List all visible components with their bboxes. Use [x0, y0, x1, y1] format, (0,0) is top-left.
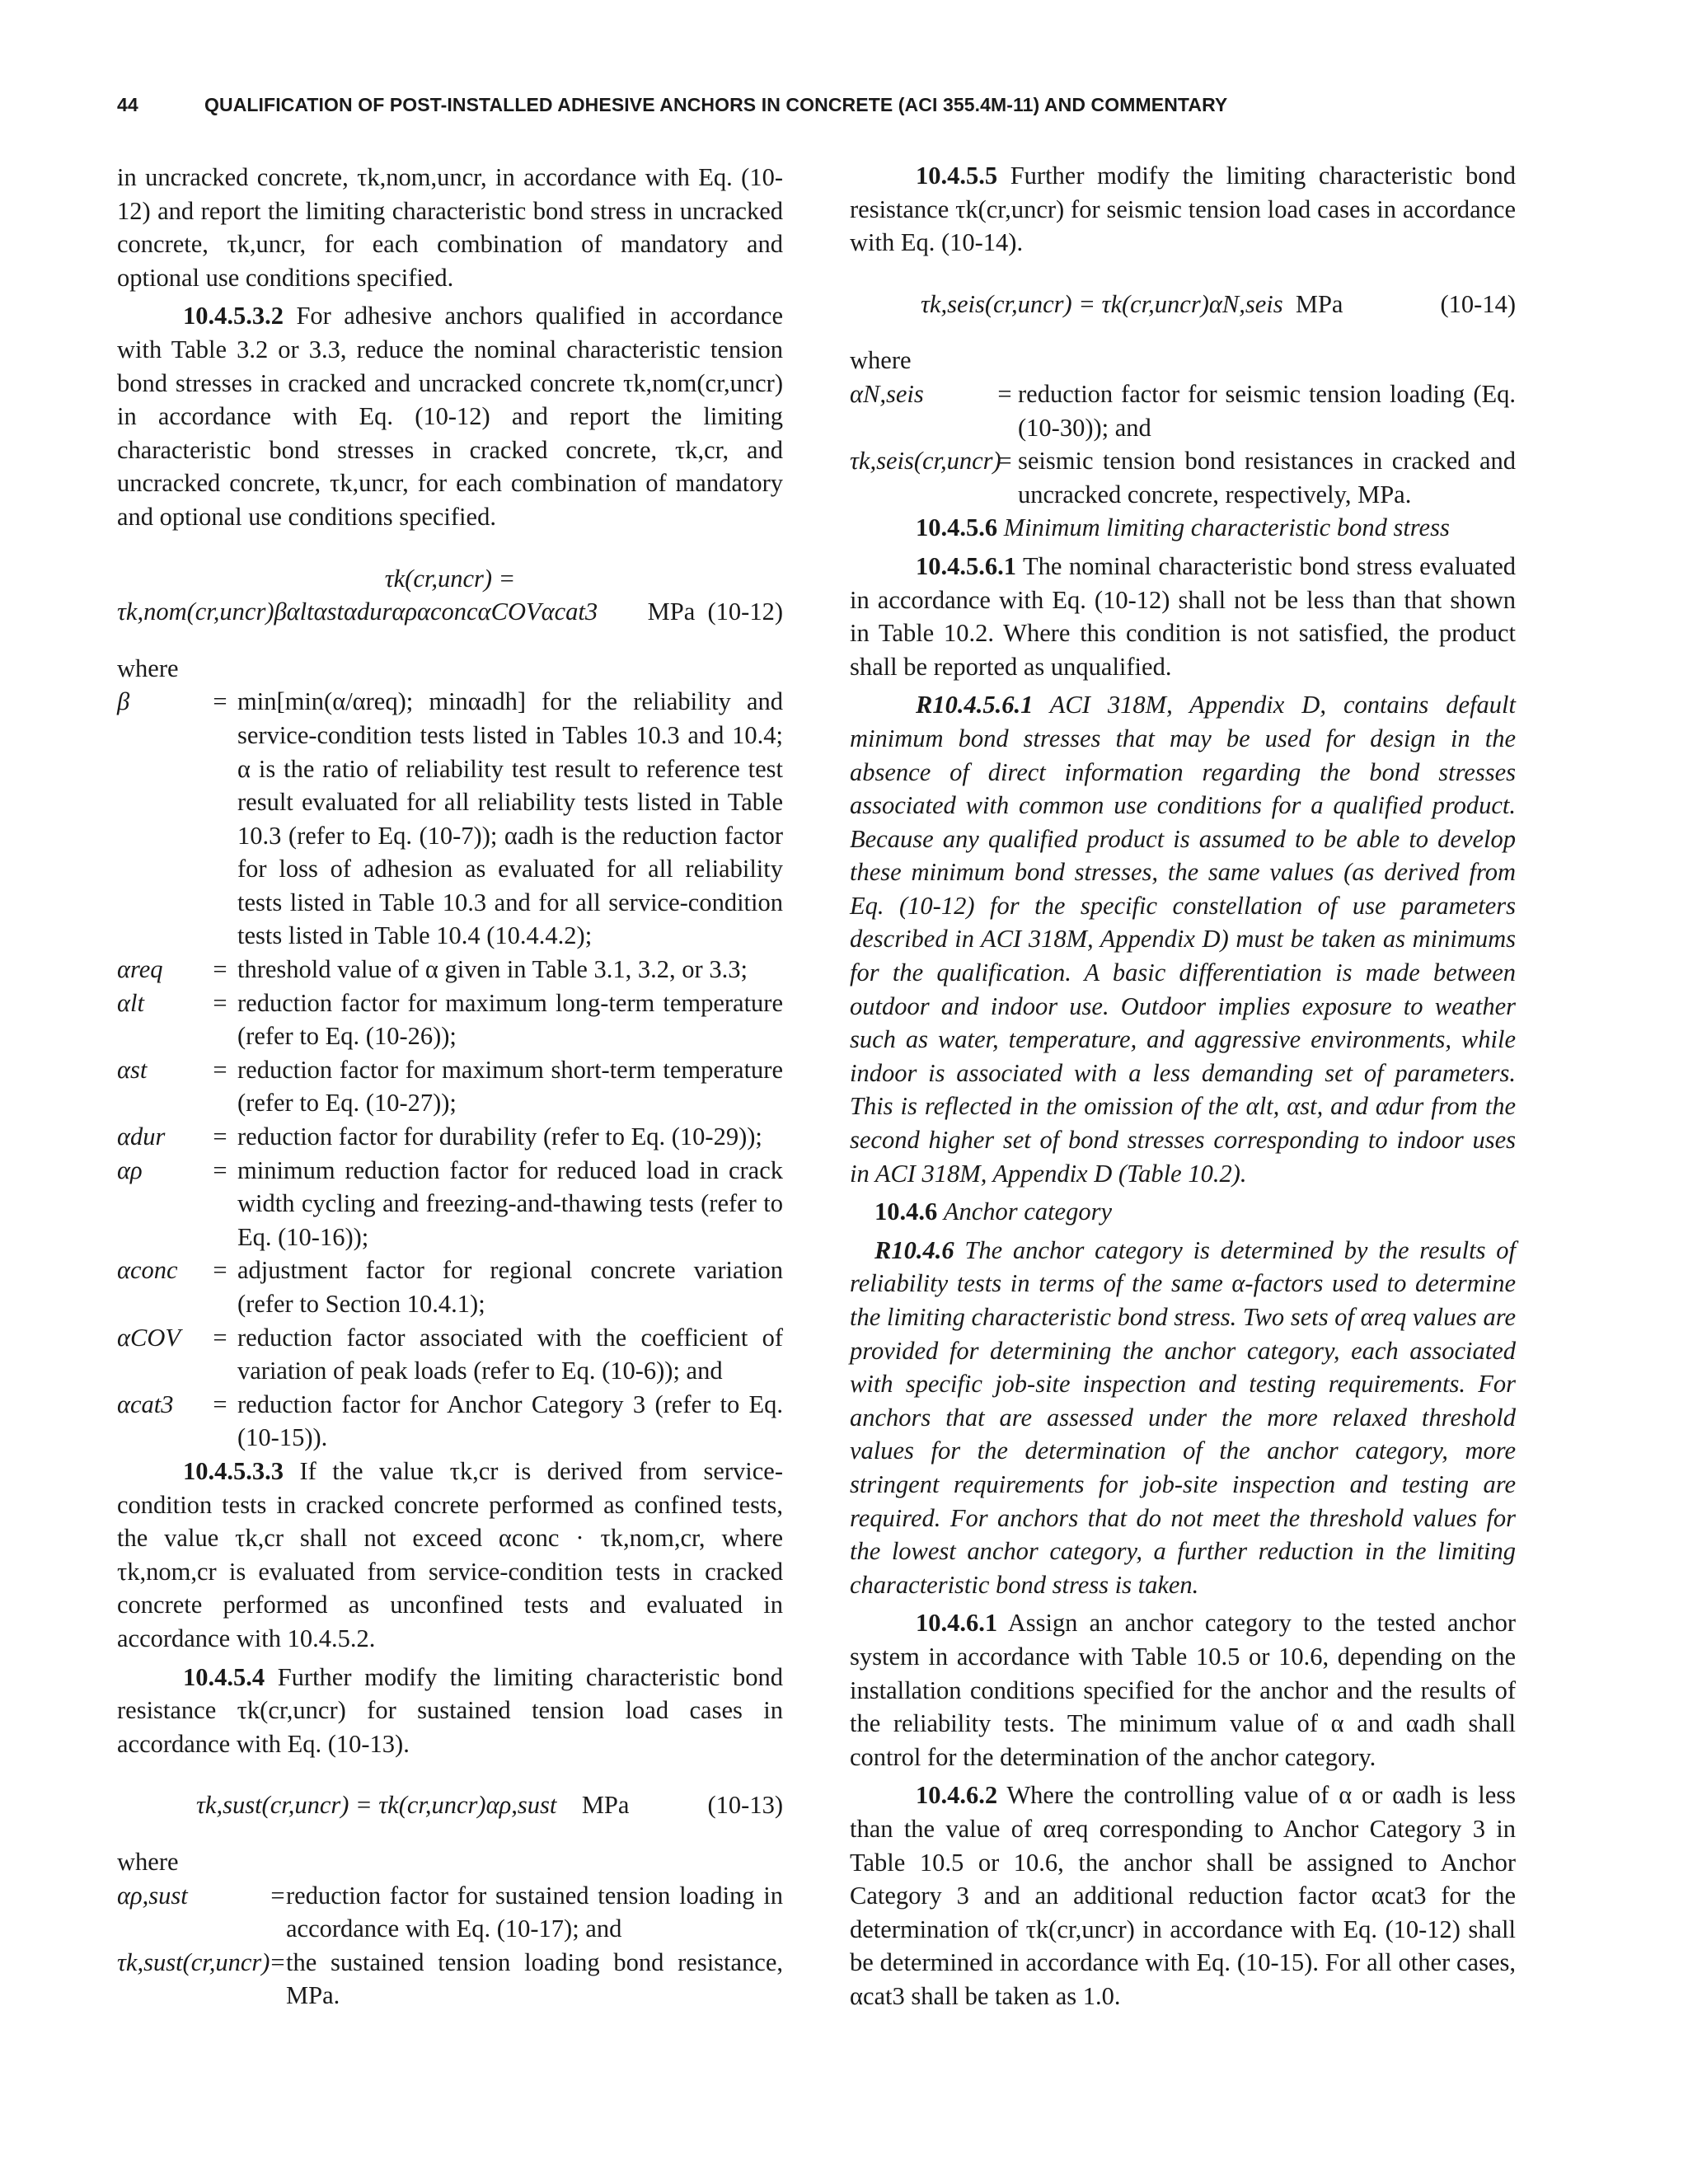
paragraph-10-4-6-2 — [850, 1779, 1516, 2013]
equation-expression: τk,nom(cr,uncr)βαltαstαdurαραconcαCOVαcat3 — [117, 598, 598, 626]
equation-expression: τk,seis(cr,uncr) = τk(cr,uncr)αN,seis — [921, 289, 1283, 318]
section-number: 10.4.5.5 — [916, 162, 998, 190]
equation-number: (10-14) — [1440, 289, 1516, 318]
definition-symbol: αρ,sust — [117, 1881, 188, 1910]
equation-10-12-lhs: τk(cr,uncr) = — [384, 564, 516, 593]
paragraph-10-4-5-5 — [850, 159, 1516, 260]
definition-symbol: τk,sust(cr,uncr) — [117, 1947, 270, 1976]
section-number: 10.4.6.2 — [916, 1781, 998, 1810]
right-column — [850, 159, 1516, 2018]
definition-text: min[min(α/αreq); minαadh] for the reliability and service-condition tests listed in Tables 10.3 and 10.4; α is the ratio of reliability test result to reference test result evaluated for all reliability tests listed in Table 10.3 (refer to Eq. (10-7)); αadh is the reduction factor for loss of adhesion as evaluated for all reliability tests listed in Table 10.3 and for all service-condition tests listed in Table 10.4 (10.4.4.2); — [237, 687, 783, 950]
paragraph-text: The nominal characteristic bond stress evaluated in accordance with Eq. (10-12) shall not be less than that shown in Table 10.2. Where this condition is not satisfied, the product shall be reported as unqualified. — [850, 551, 1516, 681]
definition-list — [117, 685, 783, 1455]
equation-number: (10-12) — [707, 598, 783, 626]
section-number: 10.4.5.4 — [183, 1662, 265, 1691]
definition-equals: = — [997, 447, 1012, 476]
definition-row — [117, 1154, 783, 1254]
definition-row — [850, 444, 1516, 511]
definition-equals: = — [213, 988, 227, 1017]
definition-text: threshold value of α given in Table 3.1, 3.2, or 3.3; — [237, 955, 748, 984]
section-number: 10.4.6 — [874, 1197, 938, 1226]
definition-equals: = — [213, 955, 227, 984]
definition-row — [117, 685, 783, 953]
where-label: where — [850, 346, 912, 375]
definition-text: reduction factor for sustained tension loading in accordance with Eq. (10-17); and — [286, 1881, 783, 1943]
equation-number: (10-13) — [707, 1791, 783, 1820]
definition-row — [117, 1321, 783, 1388]
definition-row — [117, 1254, 783, 1320]
paragraph-text: If the value τk,cr is derived from service-condition tests in cracked concrete performed as confined tests, the value τk,cr shall not exceed αconc · τk,nom,cr, where τk,nom,cr is evaluated from service-condition tests in cracked concrete performed as unconfined tests and evaluated in accordance with 10.4.5.2. — [117, 1456, 783, 1652]
definition-list — [117, 1879, 783, 2013]
definition-symbol: αconc — [117, 1256, 178, 1285]
section-title: Minimum limiting characteristic bond stress — [1003, 513, 1450, 542]
equation-expression: τk,sust(cr,uncr) = τk(cr,uncr)αρ,sust — [196, 1791, 557, 1820]
definition-equals: = — [213, 1055, 227, 1084]
definition-symbol: αdur — [117, 1122, 166, 1151]
paragraph-10-4-5-6-1 — [850, 550, 1516, 683]
paragraph-10-4-5-4 — [117, 1661, 783, 1761]
paragraph-text: For adhesive anchors qualified in accordance with Table 3.2 or 3.3, reduce the nominal characteristic tension bond stresses in cracked and uncracked concrete τk,nom(cr,uncr) in accordance with Eq. (10-12) and report the limiting characteristic bond stresses in cracked concrete, τk,cr, and uncracked concrete, τk,uncr, for each combination of mandatory and optional use conditions specified. — [117, 302, 783, 531]
definition-text: reduction factor for maximum long-term temperature (refer to Eq. (10-26)); — [237, 988, 783, 1051]
definition-text: reduction factor for Anchor Category 3 (refer to Eq. (10-15)). — [237, 1390, 783, 1452]
commentary-r10-4-6 — [850, 1234, 1516, 1602]
definition-equals: = — [997, 379, 1012, 408]
section-number: 10.4.5.6 — [916, 513, 998, 542]
definition-symbol: β — [117, 687, 130, 716]
equation-unit: MPa — [1295, 289, 1343, 318]
equation-unit: MPa — [581, 1791, 630, 1820]
commentary-text: ACI 318M, Appendix D, contains default minimum bond stresses that may be used for design in the absence of direct information regarding the bond stresses associated with common use conditions for a qualified product. Because any qualified product is assumed to be able to develop these minimum bond stresses, the same values (as derived from Eq. (10-12) for the specific constellation of use parameters described in ACI 318M, Appendix D) must be taken as minimums for the qualification. A basic differentiation is made between outdoor and indoor use. Outdoor implies exposure to weather such as water, temperature, and aggressive environments, while indoor is associated with a less demanding set of parameters. This is reflected in the omission of the αlt, αst, and αdur from the second higher set of bond stresses corresponding to indoor uses in ACI 318M, Appendix D (Table 10.2). — [850, 691, 1516, 1188]
section-number: 10.4.5.6.1 — [916, 551, 1016, 580]
paragraph-uncracked: in uncracked concrete, τk,nom,uncr, in accordance with Eq. (10-12) and report the limiting characteristic bond stress in uncracked concrete, τk,uncr, for each combination of mandatory and optional use conditions specified. — [117, 163, 783, 292]
definition-text: minimum reduction factor for reduced load in crack width cycling and freezing-and-thawing tests (refer to Eq. (10-16)); — [237, 1155, 783, 1251]
definition-text: reduction factor for durability (refer to Eq. (10-29)); — [237, 1122, 762, 1151]
definition-symbol: αCOV — [117, 1323, 181, 1352]
paragraph-10-4-6-1 — [850, 1606, 1516, 1774]
equation-10-13 — [117, 1788, 783, 1822]
definition-row — [117, 1946, 783, 2013]
definition-symbol: αN,seis — [850, 379, 924, 408]
equation-10-12 — [117, 595, 783, 629]
paragraph-10-4-5-3-2 — [117, 299, 783, 533]
definition-equals: = — [213, 1122, 227, 1151]
definition-symbol: αst — [117, 1055, 148, 1084]
heading-10-4-5-6 — [850, 511, 1516, 545]
definition-text: reduction factor for seismic tension loading (Eq. (10-30)); and — [1018, 379, 1516, 442]
definition-symbol: αρ — [117, 1155, 143, 1184]
definition-row — [850, 377, 1516, 444]
equation-10-14 — [850, 288, 1516, 321]
definition-row — [117, 987, 783, 1053]
definition-symbol: αcat3 — [117, 1390, 174, 1418]
page-number: 44 — [117, 94, 138, 115]
definition-text: seismic tension bond resistances in cracked and uncracked concrete, respectively, MPa. — [1018, 447, 1516, 509]
definition-symbol: αreq — [117, 955, 163, 984]
definition-equals: = — [213, 1155, 227, 1184]
paragraph-10-4-5-3-3 — [117, 1455, 783, 1656]
paragraph-text: Further modify the limiting characteristic bond resistance τk(cr,uncr) for sustained tension load cases in accordance with Eq. (10-13). — [117, 1662, 783, 1758]
running-header — [117, 94, 1518, 116]
definition-equals: = — [213, 687, 227, 716]
definition-row — [117, 1120, 783, 1154]
where-label: where — [117, 1847, 179, 1876]
definition-equals: = — [270, 1881, 285, 1910]
definition-symbol: τk,seis(cr,uncr) — [850, 447, 1001, 476]
definition-list — [850, 377, 1516, 511]
definition-equals: = — [270, 1947, 285, 1976]
section-title: Anchor category — [943, 1197, 1112, 1226]
equation-unit: MPa — [647, 598, 696, 626]
paragraph-text: Where the controlling value of α or αadh is less than the value of αreq corresponding to Anchor Category 3 in Table 10.5 or 10.6, the anchor shall be assigned to Anchor Category 3 and an additional reduction factor αcat3 for the determination of τk(cr,uncr) in accordance with Eq. (10-12) shall be determined in accordance with Eq. (10-15). For all other cases, αcat3 shall be taken as 1.0. — [850, 1781, 1516, 2010]
paragraph-text: Assign an anchor category to the tested anchor system in accordance with Table 10.5 or 10.6, depending on the installation conditions specified for the anchor and the results of the reliability tests. The minimum value of α and αadh shall control for the determination of the anchor category. — [850, 1609, 1516, 1771]
definition-equals: = — [213, 1256, 227, 1285]
commentary-number: R10.4.6 — [874, 1235, 954, 1264]
definition-symbol: αlt — [117, 988, 144, 1017]
section-number: 10.4.6.1 — [916, 1609, 998, 1638]
running-title: QUALIFICATION OF POST-INSTALLED ADHESIVE ANCHORS IN CONCRETE (ACI 355.4M-11) AND COMMENTARY — [204, 94, 1228, 115]
section-number: 10.4.5.3.2 — [183, 302, 284, 330]
definition-text: adjustment factor for regional concrete variation (refer to Section 10.4.1); — [237, 1256, 783, 1318]
heading-10-4-6 — [850, 1195, 1516, 1229]
definition-row — [117, 1388, 783, 1455]
section-number: 10.4.5.3.3 — [183, 1456, 284, 1485]
definition-row — [117, 1879, 783, 1946]
where-label: where — [117, 654, 179, 682]
definition-equals: = — [213, 1323, 227, 1352]
definition-equals: = — [213, 1390, 227, 1418]
definition-row — [117, 1053, 783, 1120]
definition-text: reduction factor associated with the coefficient of variation of peak loads (refer to Eq. (10-6)); and — [237, 1323, 783, 1385]
definition-text: reduction factor for maximum short-term temperature (refer to Eq. (10-27)); — [237, 1055, 783, 1118]
left-column — [117, 161, 783, 2013]
definition-text: the sustained tension loading bond resistance, MPa. — [286, 1947, 783, 2010]
commentary-r10-4-5-6-1 — [850, 688, 1516, 1190]
commentary-number: R10.4.5.6.1 — [916, 691, 1034, 719]
commentary-text: The anchor category is determined by the results of reliability tests in terms of the same α-factors used to determine the limiting characteristic bond stress. Two sets of αreq values are provided for determining the anchor category, each associated with specific job-site inspection and testing requirements. For anchors that are assessed under the more relaxed threshold values for the determination of the anchor category, more stringent requirements for job-site inspection and testing are required. For anchors that do not meet the threshold values for the lowest anchor category, a further reduction in the limiting characteristic bond stress is taken. — [850, 1235, 1516, 1599]
definition-row — [117, 953, 783, 987]
paragraph-text: Further modify the limiting characteristic bond resistance τk(cr,uncr) for seismic tension load cases in accordance with Eq. (10-14). — [850, 162, 1516, 257]
